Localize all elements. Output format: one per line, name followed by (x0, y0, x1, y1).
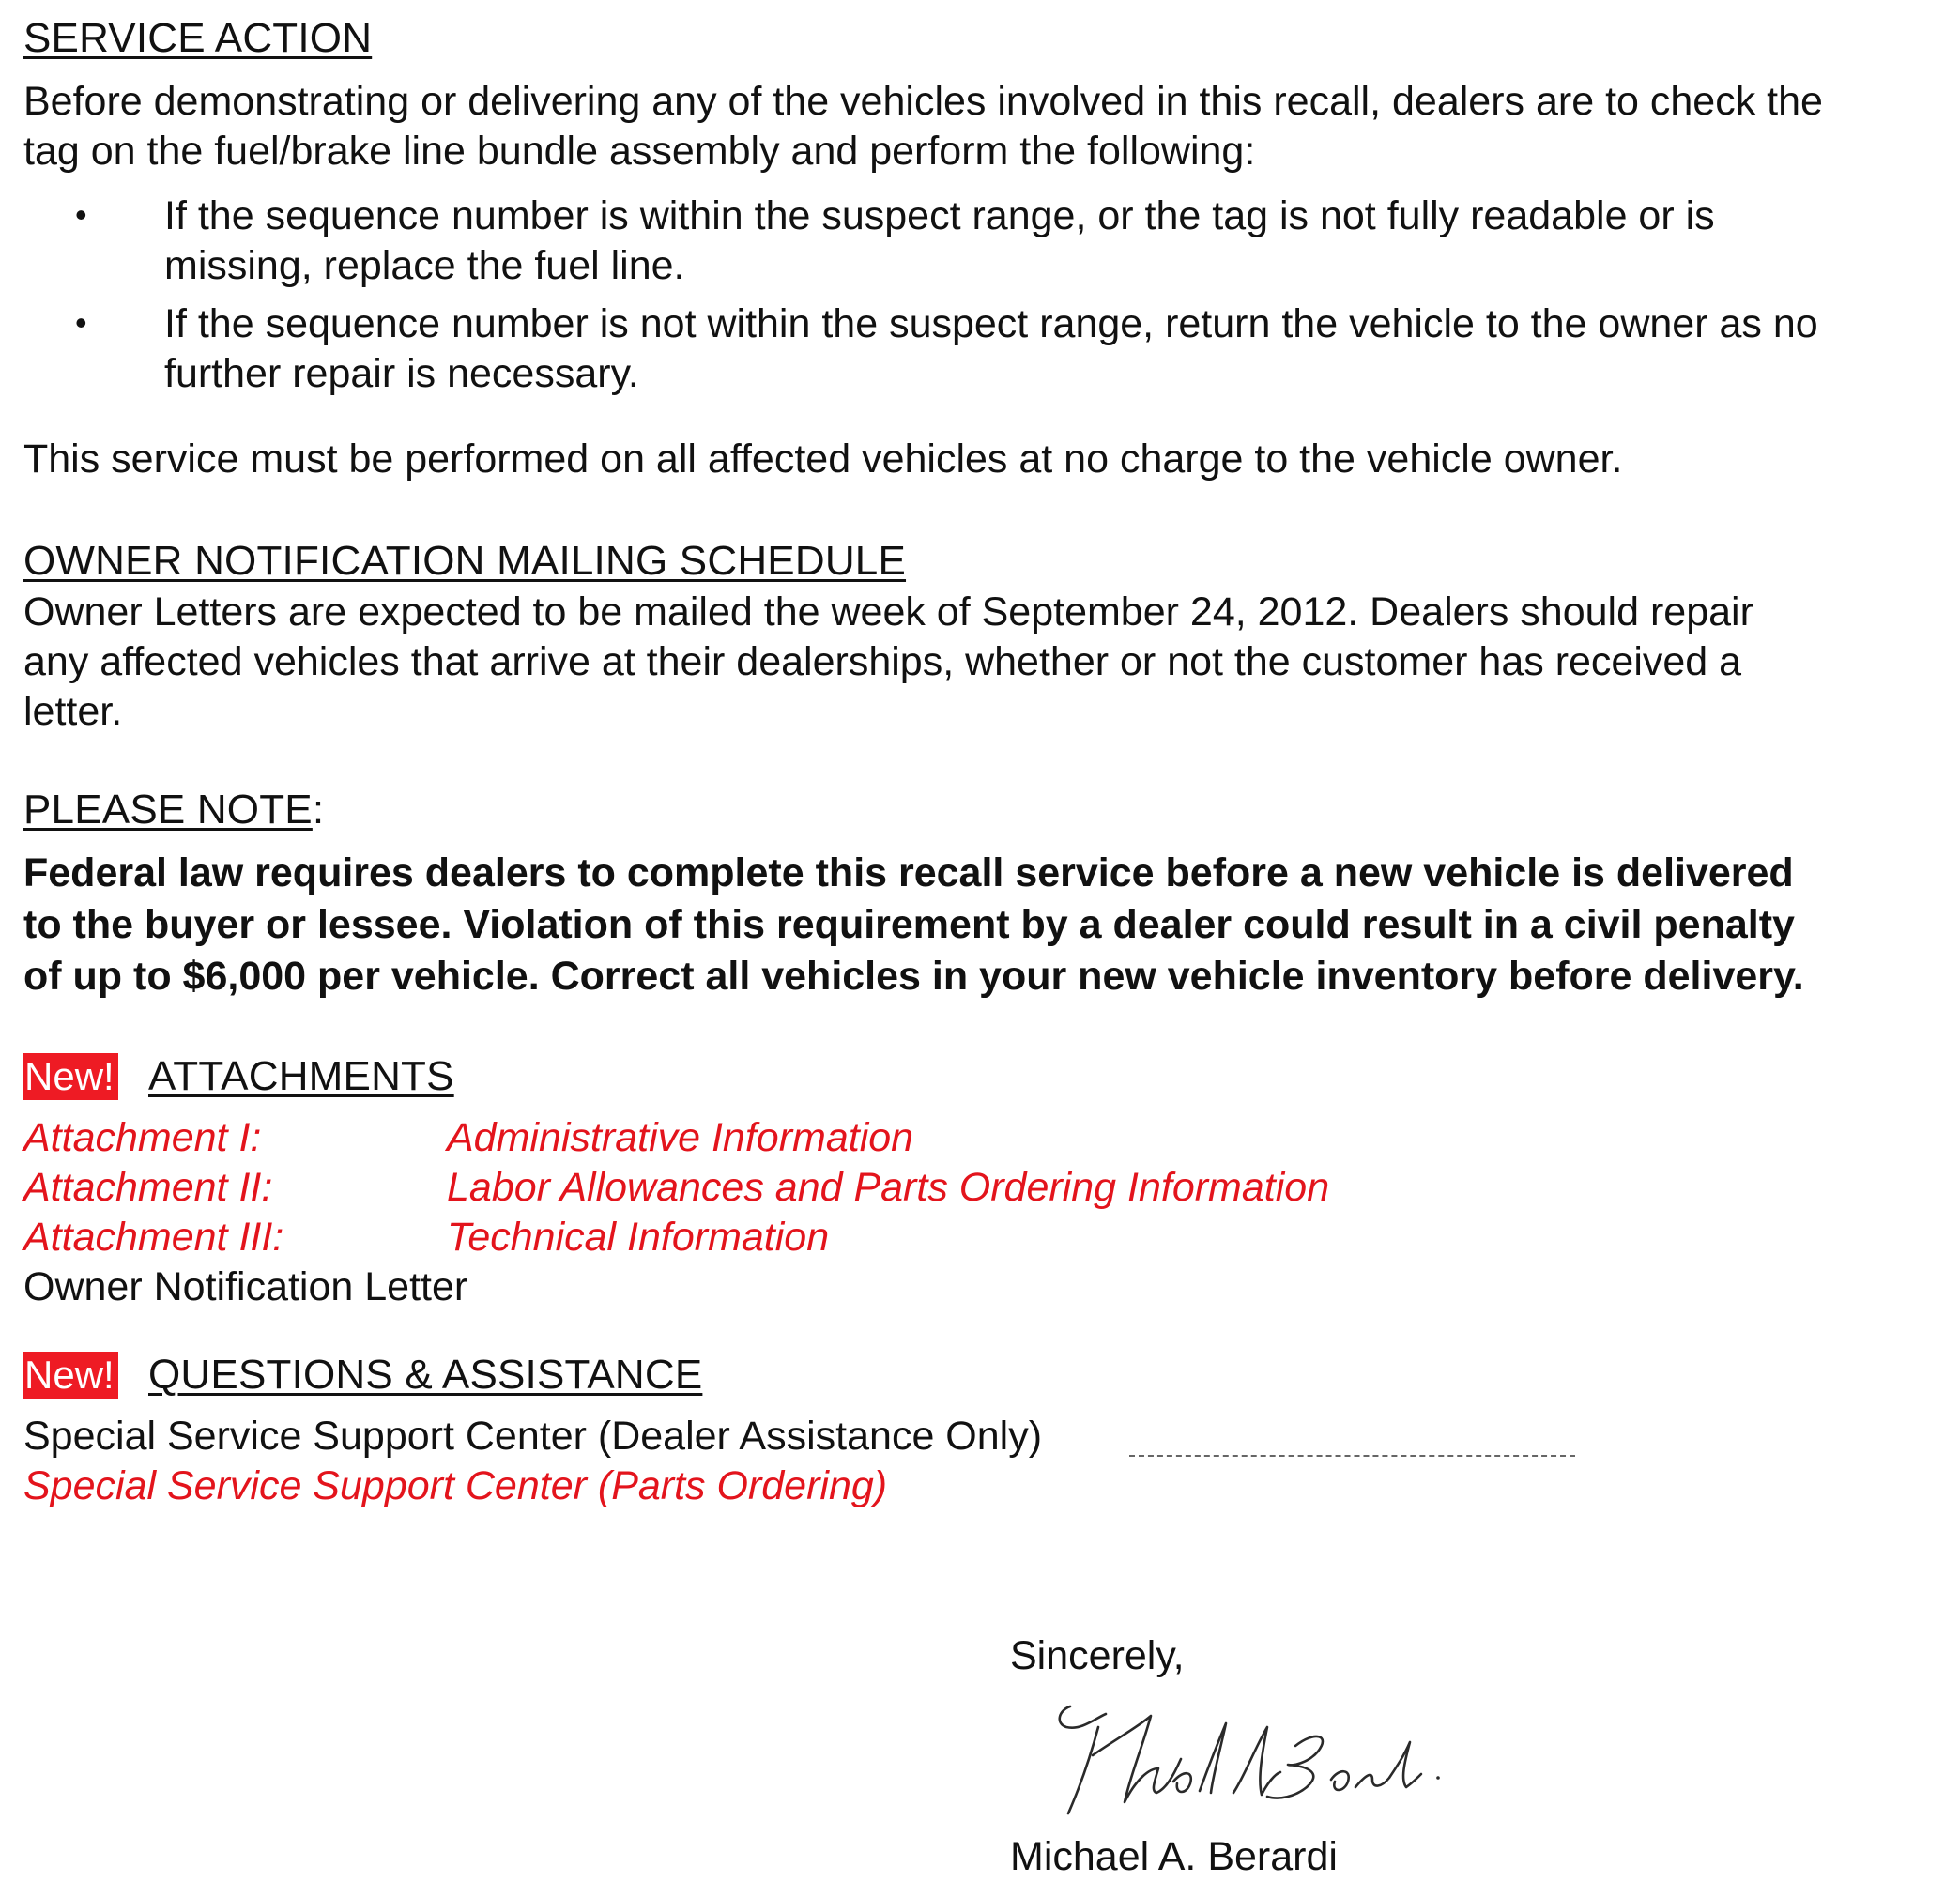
service-action-intro-line1: Before demonstrating or delivering any of the vehicles involved in this recall, dealers are to check the (23, 79, 1823, 124)
bullet-1-symbol: • (75, 195, 87, 234)
bullet-1-line1: If the sequence number is within the suspect range, or the tag is not fully readable or is (164, 193, 1715, 238)
parts-ordering-line[interactable]: Special Service Support Center (Parts Ordering) (23, 1463, 888, 1508)
bullet-2-symbol: • (75, 303, 87, 342)
questions-new-badge: New! (23, 1352, 118, 1399)
owner-notification-line1: Owner Letters are expected to be mailed the week of September 24, 2012. Dealers should repair (23, 589, 1753, 635)
service-action-heading: SERVICE ACTION (23, 15, 373, 61)
handwritten-signature (1033, 1690, 1464, 1830)
signer-name: Michael A. Berardi (1010, 1834, 1338, 1879)
please-note-line2: to the buyer or lessee. Violation of this requirement by a dealer could result in a civil penalty (23, 902, 1795, 947)
bullet-1-line2: missing, replace the fuel line. (164, 243, 685, 288)
bullet-2-line2: further repair is necessary. (164, 351, 639, 396)
service-action-closing: This service must be performed on all affected vehicles at no charge to the vehicle owner. (23, 436, 1623, 482)
service-action-intro-line2: tag on the fuel/brake line bundle assembly and perform the following: (23, 129, 1256, 174)
attachments-heading: ATTACHMENTS (148, 1053, 454, 1099)
attachment-1-value[interactable]: Administrative Information (447, 1115, 914, 1160)
attachments-new-badge: New! (23, 1053, 118, 1100)
owner-notification-line3: letter. (23, 689, 123, 734)
attachment-3-label: Attachment III: (23, 1215, 284, 1260)
owner-notification-letter[interactable]: Owner Notification Letter (23, 1264, 468, 1309)
please-note-heading-wrap (23, 787, 324, 834)
owner-notification-line2: any affected vehicles that arrive at their dealerships, whether or not the customer has received a (23, 639, 1742, 684)
please-note-heading: PLEASE NOTE (23, 787, 313, 833)
attachment-3-value[interactable]: Technical Information (447, 1215, 830, 1260)
questions-heading: QUESTIONS & ASSISTANCE (148, 1352, 703, 1398)
owner-notification-heading: OWNER NOTIFICATION MAILING SCHEDULE (23, 538, 907, 584)
please-note-heading-colon: : (312, 787, 325, 833)
bullet-2-line1: If the sequence number is not within the suspect range, return the vehicle to the owner as no (164, 301, 1818, 346)
attachment-2-value[interactable]: Labor Allowances and Parts Ordering Information (447, 1165, 1330, 1210)
attachment-1-label: Attachment I: (23, 1115, 262, 1160)
sincerely-closing: Sincerely, (1010, 1633, 1185, 1678)
please-note-line3: of up to $6,000 per vehicle. Correct all vehicles in your new vehicle inventory before delivery. (23, 954, 1804, 999)
attachment-2-label: Attachment II: (23, 1165, 273, 1210)
please-note-line1: Federal law requires dealers to complete this recall service before a new vehicle is delivered (23, 850, 1794, 895)
dotted-leader (1129, 1455, 1575, 1457)
dealer-assistance-line: Special Service Support Center (Dealer Assistance Only) (23, 1414, 1043, 1459)
